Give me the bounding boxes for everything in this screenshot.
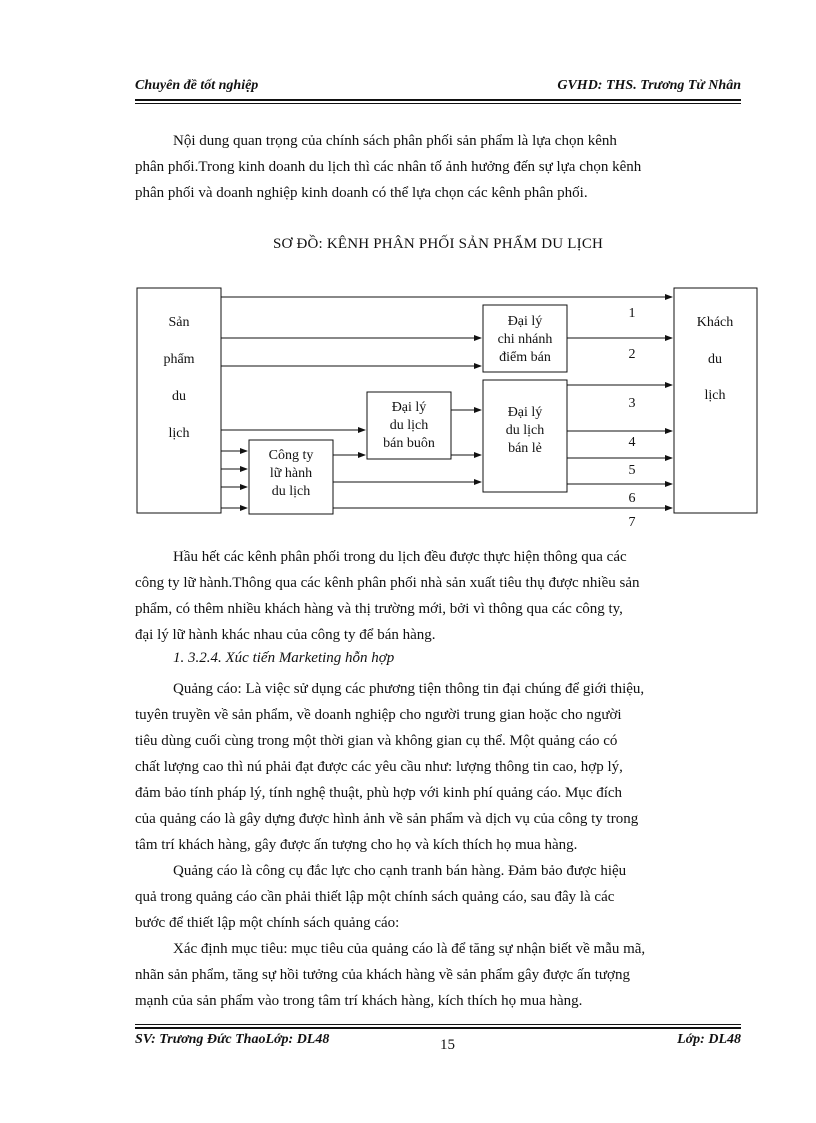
tour-operator-label: Công ty xyxy=(268,448,314,463)
wholesaler-label: bán buôn xyxy=(383,436,435,451)
wholesaler-label: Đại lý xyxy=(391,400,427,415)
text-line: phẩm, có thêm nhiều khách hàng và thị trường mới, bởi vì thông qua các công ty, xyxy=(135,601,623,617)
retailer-label: bán lẻ xyxy=(508,441,542,456)
footer-rule-thick xyxy=(135,1027,741,1029)
text-line: phân phối và doanh nghiệp kinh doanh có thể lựa chọn các kênh phân phối. xyxy=(135,185,588,201)
paragraph-channels xyxy=(135,544,741,648)
text-line: bước để thiết lập một chính sách quảng cáo: xyxy=(135,915,400,931)
agent-branch-label: chi nhánh xyxy=(497,332,553,347)
channel-number: 7 xyxy=(628,515,636,530)
text-line: công ty lữ hành.Thông qua các kênh phân phối nhà sản xuất tiêu thụ được nhiều sản xyxy=(135,575,640,591)
channel-number: 4 xyxy=(628,435,636,450)
agent-branch-label: Đại lý xyxy=(507,314,543,329)
producer-label: lịch xyxy=(168,426,190,441)
text-line: của quảng cáo là gây dựng được hình ảnh về sản phẩm và dịch vụ của công ty trong xyxy=(135,811,639,827)
footer-right: Lớp: DL48 xyxy=(677,1032,741,1047)
footer-rule-thin xyxy=(135,1024,741,1025)
text-line: Xác định mục tiêu: mục tiêu của quảng cáo là để tăng sự nhận biết về mẫu mã, xyxy=(173,941,646,957)
page-footer xyxy=(135,1032,741,1056)
text-line: tiêu dùng cuối cùng trong một thời gian và không gian cụ thể. Một quảng cáo có xyxy=(135,733,618,749)
tour-operator-label: lữ hành xyxy=(269,466,313,481)
text-line: tuyên truyền về sản phẩm, về doanh nghiệp cho người trung gian hoặc cho người xyxy=(135,707,622,723)
text-line: Quảng cáo là công cụ đắc lực cho cạnh tranh bán hàng. Đảm bảo được hiệu xyxy=(173,863,627,879)
page-number: 15 xyxy=(440,1037,455,1053)
retailer-label: du lịch xyxy=(505,423,545,438)
producer-label: Sản xyxy=(168,315,190,330)
tour-operator-label: du lịch xyxy=(271,484,311,499)
channel-number: 5 xyxy=(628,463,636,478)
text-line: Hầu hết các kênh phân phối trong du lịch đều được thực hiện thông qua các xyxy=(173,549,627,565)
text-line: nhãn sản phẩm, tăng sự hồi tưởng của khách hàng về sản phẩm gây được ấn tượng xyxy=(135,967,630,983)
header-left: Chuyên đề tốt nghiệp xyxy=(135,78,259,93)
paragraph-objectives xyxy=(135,936,741,1014)
text-line: đại lý lữ hành khác nhau của công ty để bán hàng. xyxy=(135,627,436,643)
channel-number: 6 xyxy=(628,491,636,506)
text-line: quả trong quảng cáo cần phải thiết lập một chính sách quảng cáo, sau đây là các xyxy=(135,889,615,905)
text-line: tâm trí khách hàng, gây được ấn tượng cho họ và kích thích họ mua hàng. xyxy=(135,837,578,853)
section-heading: 1. 3.2.4. Xúc tiến Marketing hỗn hợp xyxy=(173,650,395,666)
paragraph-advertising xyxy=(135,676,741,858)
channel-number: 3 xyxy=(628,396,636,411)
text-line: Quảng cáo: Là việc sử dụng các phương tiện thông tin đại chúng để giới thiệu, xyxy=(173,681,645,697)
customer-label: du xyxy=(708,352,722,367)
customer-label: lịch xyxy=(704,388,726,403)
text-line: đảm bảo tính pháp lý, tính nghệ thuật, phù hợp với kinh phí quảng cáo. Mục đích xyxy=(135,785,623,801)
text-line: mạnh của sản phẩm vào trong tâm trí khách hàng, kích thích họ mua hàng. xyxy=(135,993,583,1009)
channel-number: 1 xyxy=(628,306,636,321)
text-line: chất lượng cao thì nú phải đạt được các yêu cầu như: lượng thông tin cao, hợp lý, xyxy=(135,759,623,775)
paragraph-policy xyxy=(135,858,741,936)
footer-left: SV: Trương Đức ThaoLớp: DL48 xyxy=(135,1032,330,1047)
producer-label: du xyxy=(172,389,186,404)
header-right: GVHD: THS. Trương Tử Nhân xyxy=(557,78,741,93)
retailer-label: Đại lý xyxy=(507,405,543,420)
agent-branch-label: điểm bán xyxy=(499,350,551,365)
customer-label: Khách xyxy=(696,315,734,330)
channel-number: 2 xyxy=(628,347,636,362)
text-line: phân phối.Trong kinh doanh du lịch thì các nhân tố ảnh hưởng đến sự lựa chọn kênh xyxy=(135,159,642,175)
diagram-title: SƠ ĐỒ: KÊNH PHÂN PHỐI SẢN PHẨM DU LỊCH xyxy=(272,236,604,252)
text-line: Nội dung quan trọng của chính sách phân phối sản phẩm là lựa chọn kênh xyxy=(173,133,617,149)
wholesaler-label: du lịch xyxy=(389,418,429,433)
producer-label: phẩm xyxy=(163,352,195,367)
